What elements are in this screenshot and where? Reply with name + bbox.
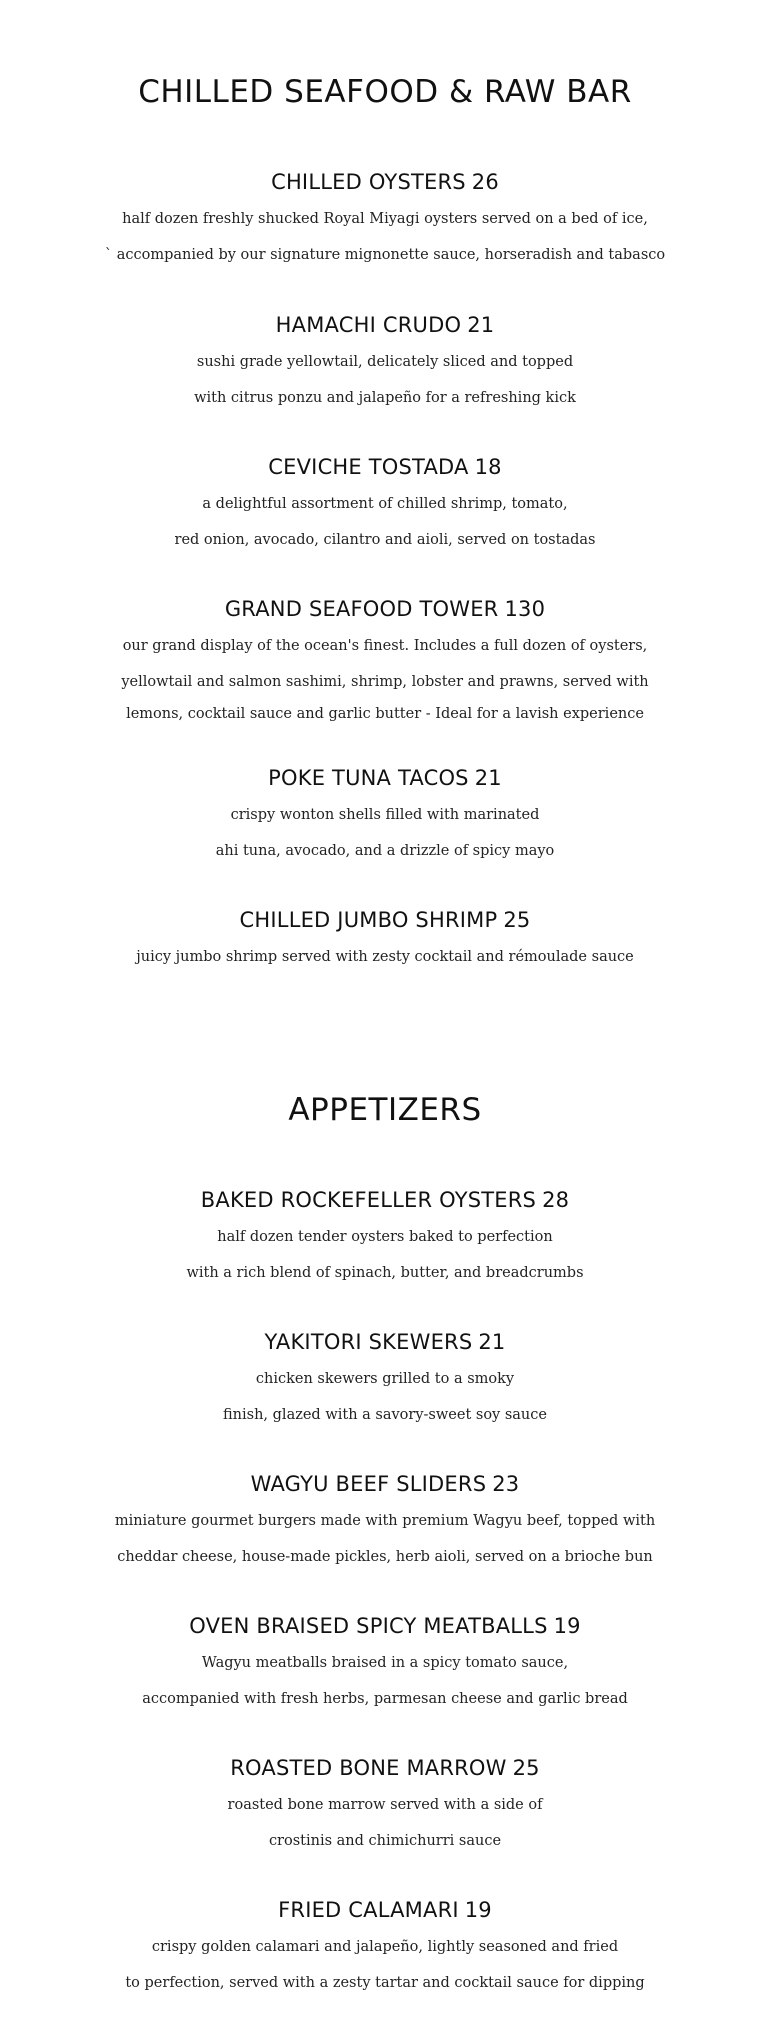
description-line: Wagyu meatballs braised in a spicy tomato sauce, <box>201 1655 569 1671</box>
item-title <box>0 1327 770 1357</box>
description-line: ` accompanied by our signature mignonette sauce, horseradish and tabasco <box>104 247 666 263</box>
description-line: miniature gourmet burgers made with premium Wagyu beef, topped with <box>114 1513 656 1529</box>
item-description <box>0 1361 770 1433</box>
description-line: juicy jumbo shrimp served with zesty cocktail and rémoulade sauce <box>136 949 634 965</box>
item-price: 28 <box>542 1188 570 1212</box>
item-description <box>0 797 770 869</box>
item-description <box>0 1219 770 1291</box>
item-name: YAKITORI SKEWERS <box>264 1330 473 1354</box>
description-line: yellowtail and salmon sashimi, shrimp, lobster and prawns, served with <box>121 674 649 690</box>
item-name: FRIED CALAMARI <box>278 1898 459 1922</box>
description-line: with a rich blend of spinach, butter, and breadcrumbs <box>186 1265 584 1281</box>
item-name: HAMACHI CRUDO <box>275 313 462 337</box>
item-title <box>0 763 770 793</box>
item-description <box>0 1503 770 1575</box>
item-price: 25 <box>503 908 531 932</box>
item-price: 26 <box>471 170 499 194</box>
item-title <box>0 167 770 197</box>
menu-item-oven-braised-spicy-meatballs <box>0 1611 770 1717</box>
item-title <box>0 1469 770 1499</box>
item-description <box>0 628 770 728</box>
menu-item-chilled-oysters <box>0 167 770 273</box>
section-title-chilled-seafood: CHILLED SEAFOOD & RAW BAR <box>138 74 632 110</box>
item-name: OVEN BRAISED SPICY MEATBALLS <box>189 1614 548 1638</box>
item-name: CHILLED OYSTERS <box>271 170 466 194</box>
menu-item-poke-tuna-tacos <box>0 763 770 869</box>
description-line: our grand display of the ocean's finest. Includes a full dozen of oysters, <box>122 638 648 654</box>
item-title <box>0 310 770 340</box>
menu-item-roasted-bone-marrow <box>0 1753 770 1859</box>
description-line: finish, glazed with a savory-sweet soy sauce <box>223 1407 547 1423</box>
description-line: with citrus ponzu and jalapeño for a refreshing kick <box>194 390 576 406</box>
item-price: 25 <box>512 1756 540 1780</box>
item-title <box>0 452 770 482</box>
description-line: roasted bone marrow served with a side of <box>227 1797 543 1813</box>
menu-item-wagyu-beef-sliders <box>0 1469 770 1575</box>
item-description <box>0 1645 770 1717</box>
description-line: chicken skewers grilled to a smoky <box>255 1371 515 1387</box>
menu-item-chilled-jumbo-shrimp <box>0 905 770 975</box>
menu-item-hamachi-crudo <box>0 310 770 416</box>
description-line: crispy wonton shells filled with marinated <box>230 807 540 823</box>
item-price: 19 <box>464 1898 492 1922</box>
section-title-appetizers: APPETIZERS <box>288 1092 482 1128</box>
item-name: BAKED ROCKEFELLER OYSTERS <box>200 1188 537 1212</box>
menu-item-baked-rockefeller-oysters <box>0 1185 770 1291</box>
menu-item-grand-seafood-tower <box>0 594 770 728</box>
item-name: CEVICHE TOSTADA <box>268 455 469 479</box>
item-title <box>0 1611 770 1641</box>
item-name: GRAND SEAFOOD TOWER <box>224 597 499 621</box>
item-title <box>0 905 770 935</box>
item-price: 18 <box>474 455 502 479</box>
item-description <box>0 344 770 416</box>
description-line: lemons, cocktail sauce and garlic butter - Ideal for a lavish experience <box>126 706 644 722</box>
item-title <box>0 594 770 624</box>
item-price: 130 <box>504 597 546 621</box>
item-description <box>0 1787 770 1859</box>
item-description <box>0 486 770 558</box>
description-line: half dozen freshly shucked Royal Miyagi oysters served on a bed of ice, <box>122 211 648 227</box>
item-price: 21 <box>467 313 495 337</box>
item-description <box>0 1929 770 2001</box>
item-description <box>0 201 770 273</box>
menu-item-fried-calamari <box>0 1895 770 2001</box>
description-line: sushi grade yellowtail, delicately sliced and topped <box>196 354 574 370</box>
item-title <box>0 1895 770 1925</box>
item-name: POKE TUNA TACOS <box>268 766 469 790</box>
menu-item-yakitori-skewers <box>0 1327 770 1433</box>
item-name: ROASTED BONE MARROW <box>230 1756 507 1780</box>
description-line: to perfection, served with a zesty tartar and cocktail sauce for dipping <box>125 1975 645 1991</box>
menu-item-ceviche-tostada <box>0 452 770 558</box>
item-name: CHILLED JUMBO SHRIMP <box>239 908 498 932</box>
item-price: 21 <box>474 766 502 790</box>
description-line: accompanied with fresh herbs, parmesan cheese and garlic bread <box>142 1691 628 1707</box>
description-line: half dozen tender oysters baked to perfection <box>217 1229 553 1245</box>
item-price: 21 <box>478 1330 506 1354</box>
description-line: a delightful assortment of chilled shrimp, tomato, <box>202 496 568 512</box>
description-line: cheddar cheese, house-made pickles, herb aioli, served on a brioche bun <box>117 1549 653 1565</box>
description-line: crostinis and chimichurri sauce <box>268 1833 502 1849</box>
item-price: 19 <box>553 1614 581 1638</box>
item-title <box>0 1185 770 1215</box>
item-name: WAGYU BEEF SLIDERS <box>250 1472 487 1496</box>
item-title <box>0 1753 770 1783</box>
item-description <box>0 939 770 975</box>
item-price: 23 <box>492 1472 520 1496</box>
description-line: red onion, avocado, cilantro and aioli, served on tostadas <box>174 532 596 548</box>
description-line: ahi tuna, avocado, and a drizzle of spicy mayo <box>215 843 555 859</box>
description-line: crispy golden calamari and jalapeño, lightly seasoned and fried <box>151 1939 619 1955</box>
